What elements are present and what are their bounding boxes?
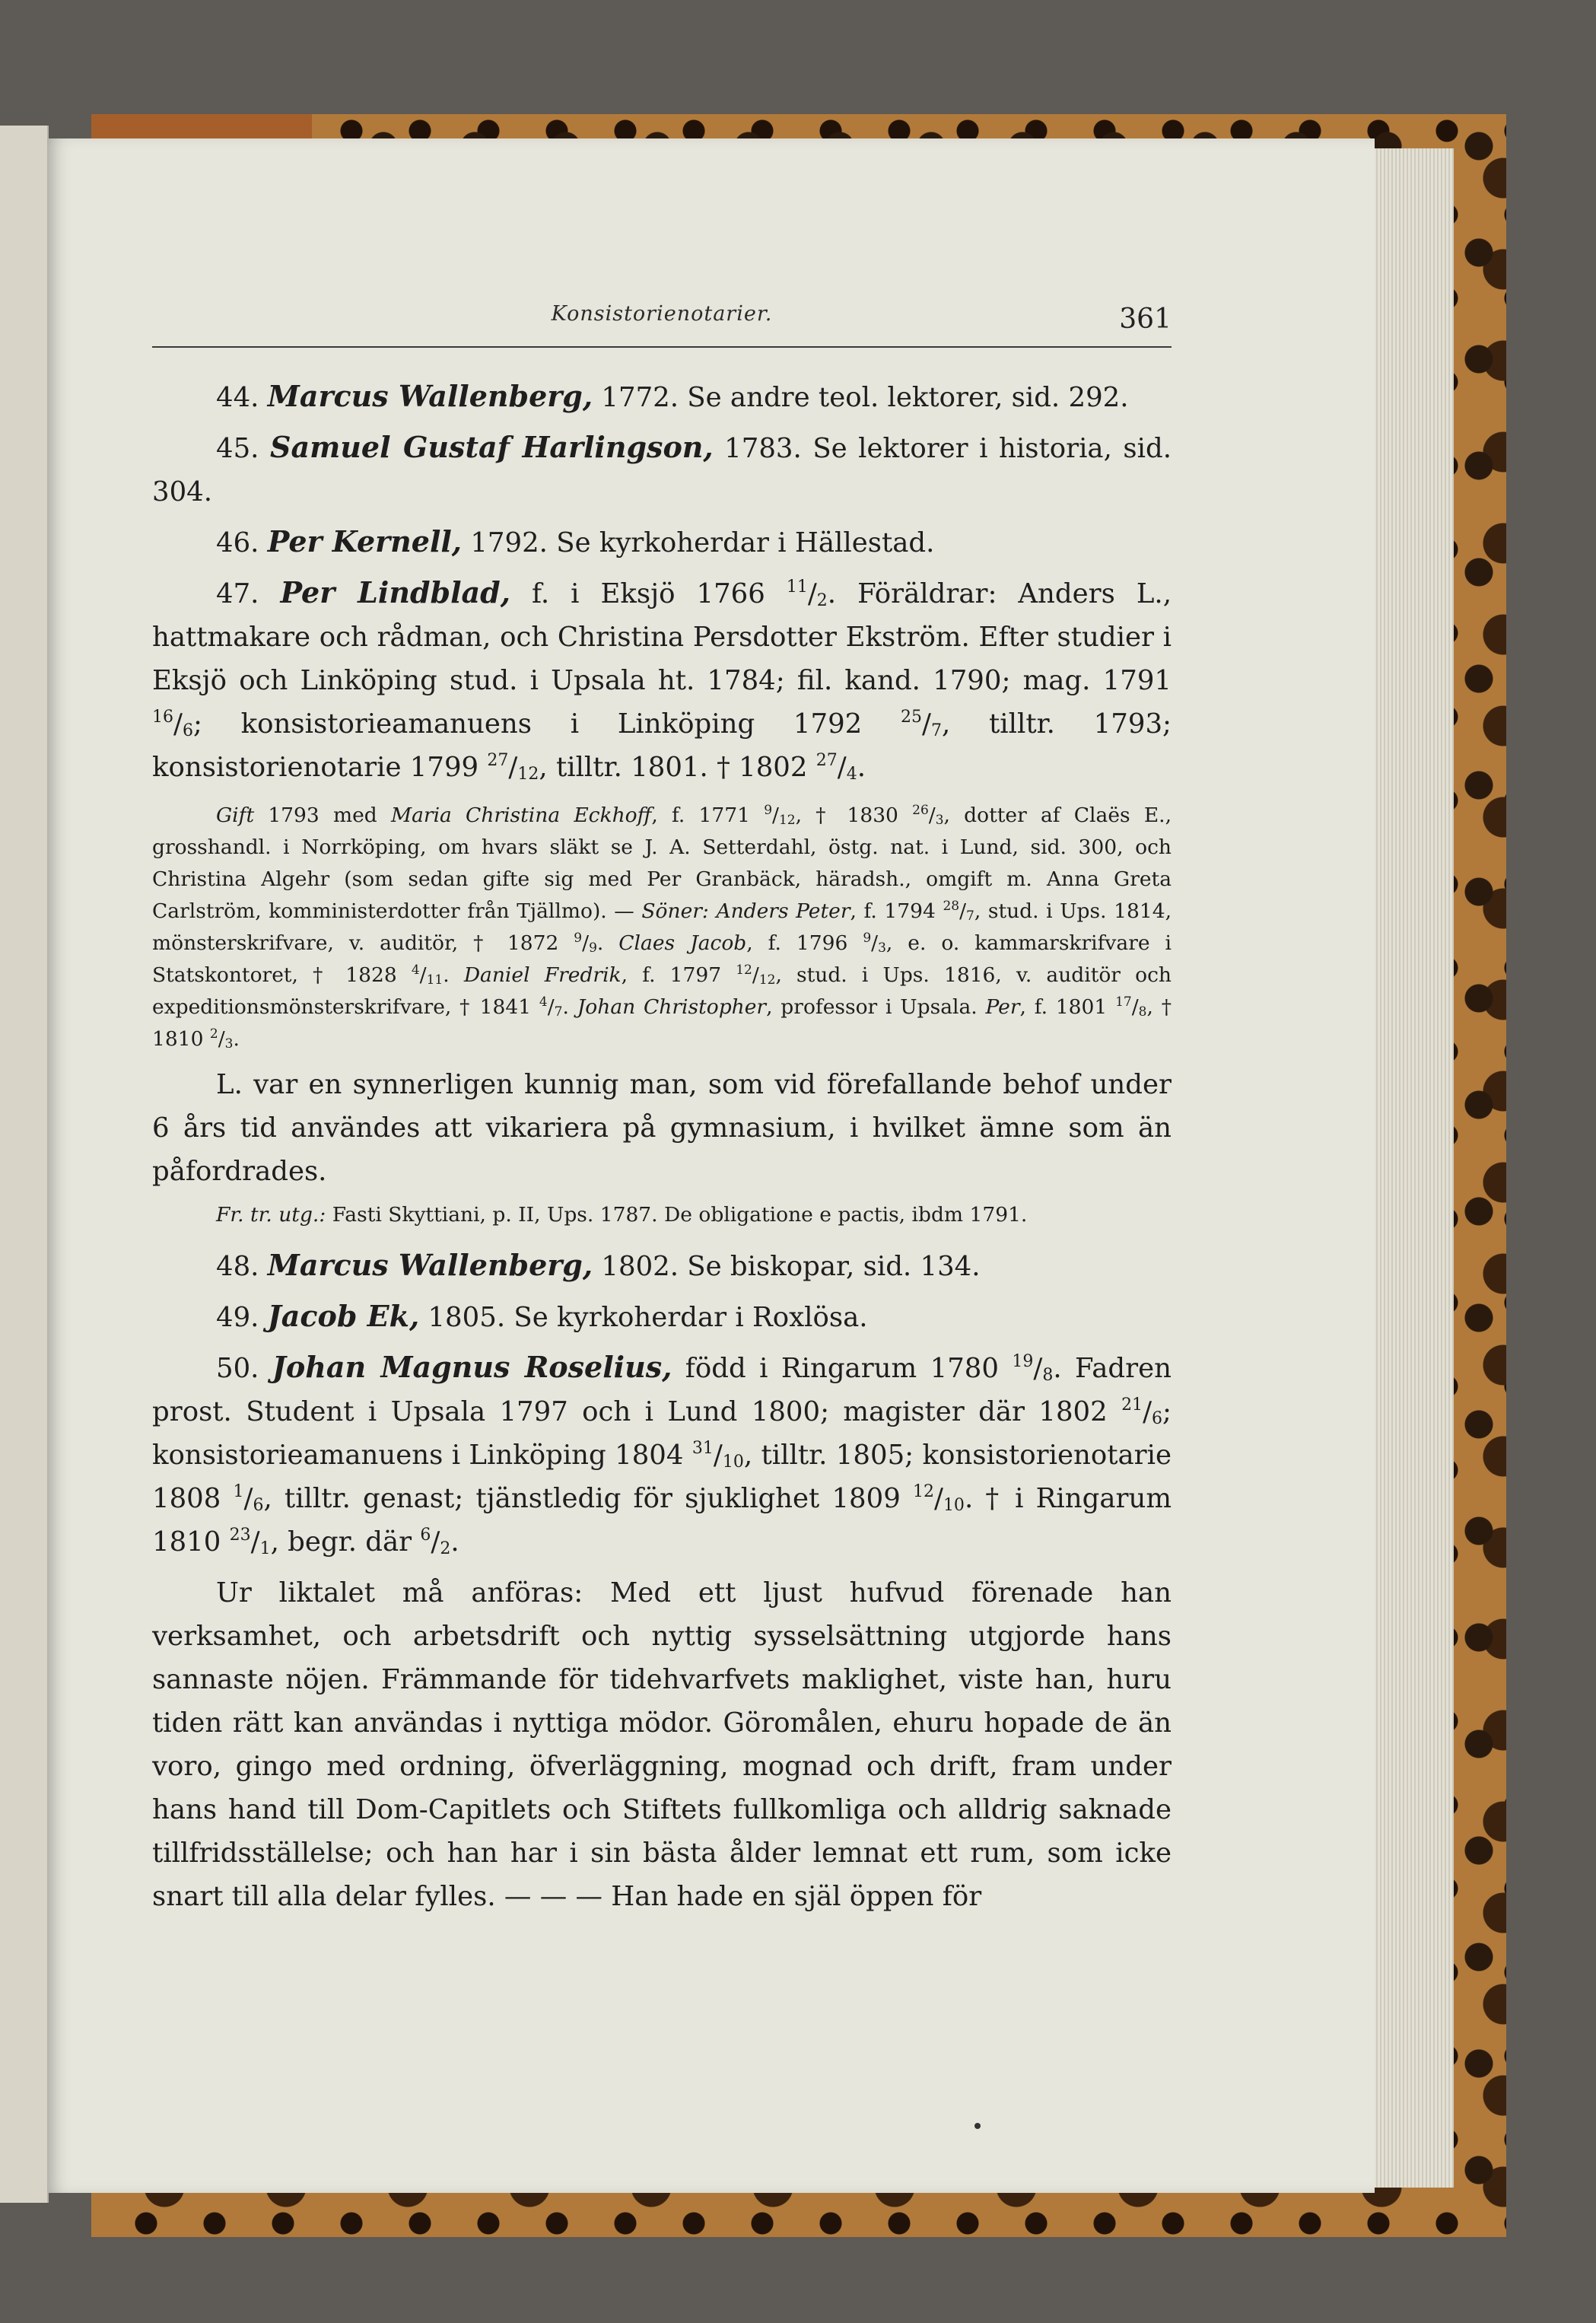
paragraph-roselius: Ur liktalet må anföras: Med ett ljust hufvud förenade han verksamhet, och arbetsdrift och nyttig sysselsättning utgjorde hans sannaste nöjen. Främmande för tidehvarfvets maklighet, viste han, huru tiden rätt kan användas i nyttiga mödor. Göromålen, ehuru hopade de än voro, gingo med ordning, öfverläggning, mognad och drift, fram under hans hand till Dom-Capitlets och Stiftets fullkomliga och alldrig saknade tillfridsställelse; och han har i sin bästa ålder lemnat ett rum, som icke snart till alla delar fylles. — — — Han hade en själ öppen för: [152, 1577, 1172, 1912]
page-number: 361: [1119, 304, 1172, 335]
ink-speck: [974, 2123, 981, 2129]
entry-48: 48. Marcus Wallenberg, 1802. Se biskopar, sid. 134.: [216, 1248, 981, 1282]
paragraph-lindblad: L. var en synnerligen kunnig man, som vid förefallande behof under 6 års tid användes att vikariera på gymnasium, i hvilket ämne som än påfordrades.: [152, 1069, 1172, 1187]
running-header: [152, 293, 1172, 348]
works-note: Fr. tr. utg.: Fasti Skyttiani, p. II, Ups. 1787. De obligatione e pactis, ibdm 1791.: [216, 1203, 1028, 1227]
family-note: Gift 1793 med Maria Christina Eckhoff, f. 1771 $^9/_{12}$, † 1830 $^{26}/_3$, dotter af Claës E., grosshandl. i Norrköping, om hvars släkt se J. A. Setterdahl, östg. nat. i Lund, sid. 300, och Christina Algehr (som sedan gifte sig med Per Granbäck, häradsh., omgift m. Anna Greta Carlström, komministerdotter från Tjällmo). — Söner: Anders Peter, f. 1794 $^{28}/_7$, stud. i Ups. 1814, mönsterskrifvare, v. auditör, † 1872 $^9/_9$. Claes Jacob, f. 1796 $^9/_3$, e. o. kammarskrifvare i Statskontoret, † 1828 $^4/_{11}$. Daniel Fredrik, f. 1797 $^{12}/_{12}$, stud. i Ups. 1816, v. auditör och expeditionsmönsterskrifvare, † 1841 $^4/_7$. Johan Christopher, professor i Upsala. Per, f. 1801 $^{17}/_8$, † 1810 $^2/_3$.: [152, 803, 1172, 1052]
entry-46: 46. Per Kernell, 1792. Se kyrkoherdar i Hällestad.: [216, 524, 935, 558]
entry-45: 45. Samuel Gustaf Harlingson, 1783. Se lektorer i historia, sid. 304.: [152, 430, 1172, 508]
page-edges: [1369, 148, 1454, 2188]
person-name: Jacob Ek,: [267, 1299, 420, 1333]
page-text: [152, 374, 1172, 1918]
entry-47: 47. Per Lindblad, f. i Eksjö 1766 $^{11}/_2$. Föräldrar: Anders L., hattmakare och rådman, och Christina Persdotter Ekström. Efter studier i Eksjö och Linköping stud. i Upsala ht. 1784; fil. kand. 1790; mag. 1791 $^{16}/_6$; konsistorieamanuens i Linköping 1792 $^{25}/_7$, tilltr. 1793; konsistorienotarie 1799 $^{27}/_{12}$, tilltr. 1801. † 1802 $^{27}/_4$.: [152, 575, 1172, 784]
person-name: Per Lindblad,: [280, 575, 510, 609]
entry-49: 49. Jacob Ek, 1805. Se kyrkoherdar i Roxlösa.: [216, 1299, 868, 1333]
person-name: Marcus Wallenberg,: [267, 379, 593, 413]
entry-50: 50. Johan Magnus Roselius, född i Ringarum 1780 $^{19}/_8$. Fadren prost. Student i Upsala 1797 och i Lund 1800; magister där 1802 $^{21}/_6$; konsistorieamanuens i Linköping 1804 $^{31}/_{10}$, tilltr. 1805; konsistorienotarie 1808 $^1/_6$, tilltr. genast; tjänstledig för sjuklighet 1809 $^{12}/_{10}$. † i Ringarum 1810 $^{23}/_1$, begr. där $^6/_2$.: [152, 1350, 1172, 1558]
person-name: Per Kernell,: [267, 524, 463, 558]
person-name: Marcus Wallenberg,: [267, 1248, 593, 1282]
person-name: Johan Magnus Roselius,: [272, 1350, 672, 1384]
facing-page-edge: [0, 126, 49, 2203]
running-title: Konsistorienotarier.: [551, 302, 773, 326]
person-name: Samuel Gustaf Harlingson,: [270, 430, 714, 464]
entry-44: 44. Marcus Wallenberg, 1772. Se andre teol. lektorer, sid. 292.: [216, 379, 1129, 413]
